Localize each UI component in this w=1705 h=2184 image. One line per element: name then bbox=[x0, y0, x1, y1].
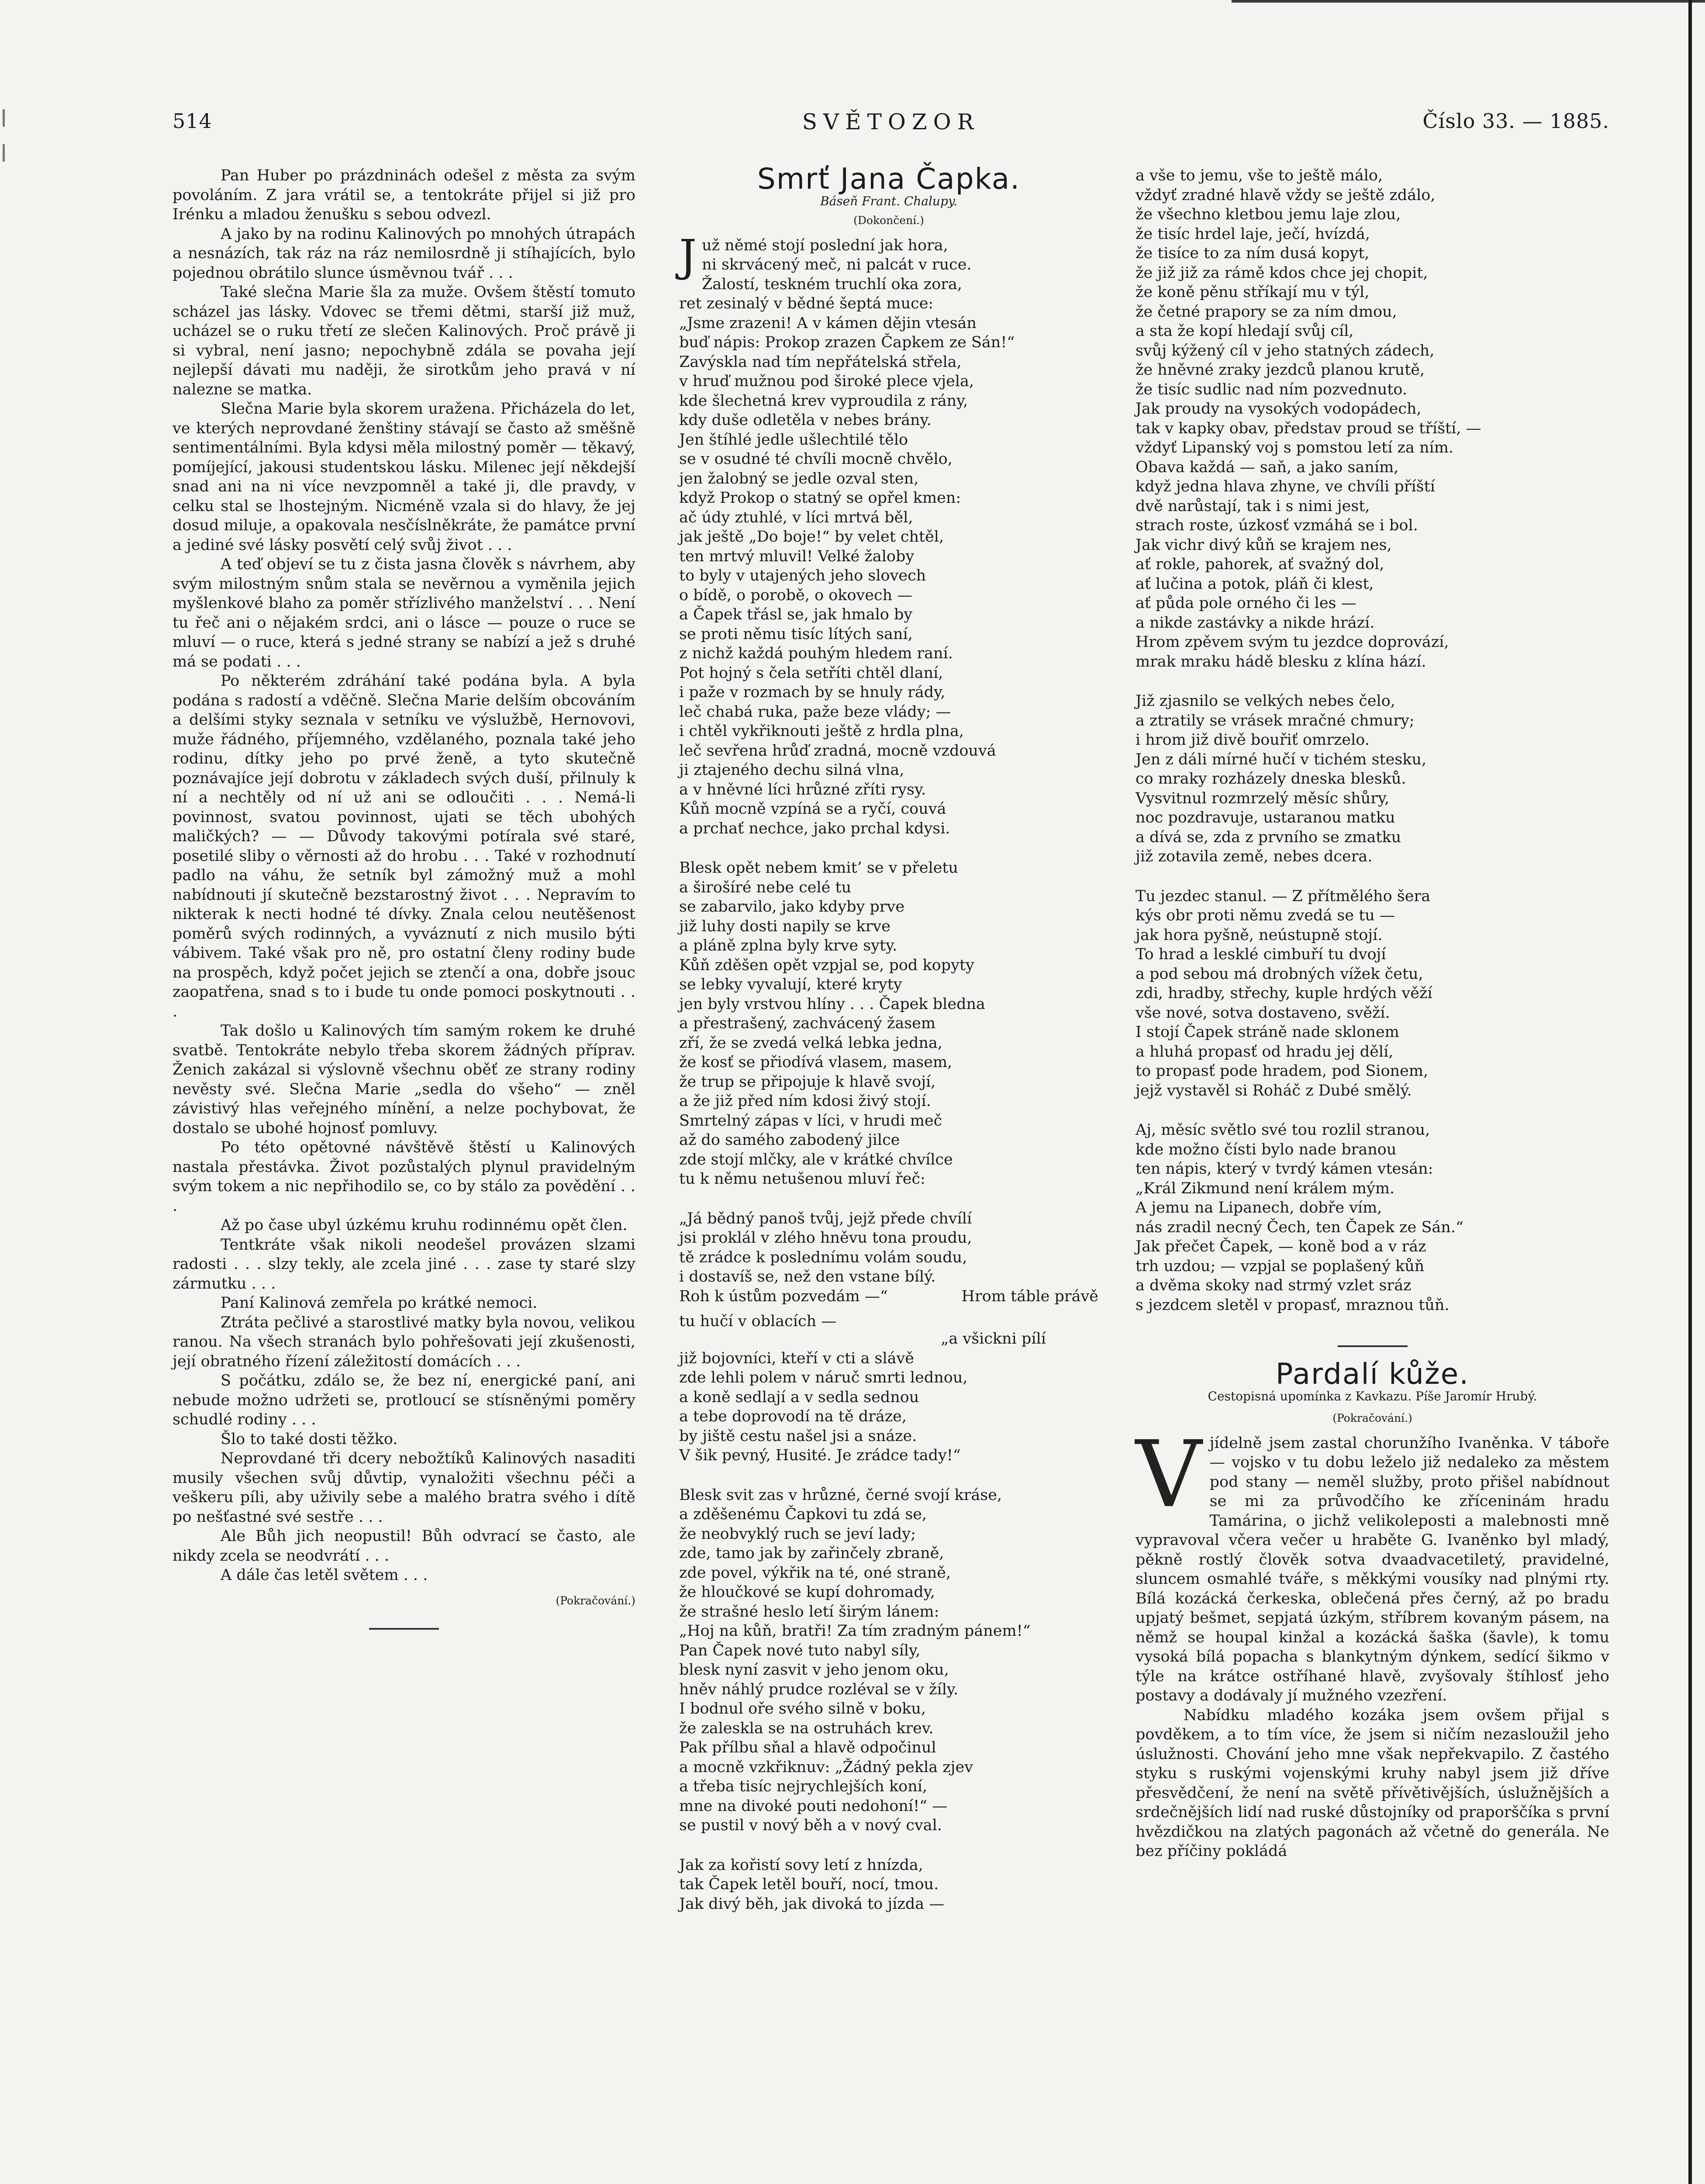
poem-line: Jak divý běh, jak divoká to jízda — bbox=[679, 1895, 945, 1913]
poem-line: kde šlechetná krev vyproudila z rány, bbox=[679, 392, 968, 410]
poem-line: z nichž každá pouhým hledem raní. bbox=[679, 645, 953, 662]
poem-line: a v hněvné líci hrůzné zříti rysy. bbox=[679, 781, 926, 798]
poem-line: ač údy ztuhlé, v líci mrtvá běl, bbox=[679, 508, 913, 526]
section-ornament bbox=[369, 1628, 439, 1630]
poem-line: se zabarvilo, jako kdyby prve bbox=[679, 898, 905, 916]
poem-line: že hloučkové se kupí dohromady, bbox=[679, 1583, 935, 1601]
poem-line: a sta že kopí hledají svůj cíl, bbox=[1136, 322, 1354, 340]
poem-line: a hluhá propasť od hradu jej dělí, bbox=[1136, 1043, 1394, 1061]
paragraph: Tak došlo u Kalinových tím samým rokem ke druhé svatbě. Tentokráte nebylo třeba skorem žádných příprav. Ženich zakázal si výslovně všechnu oběť ze strany rodiny nevěsty své. Slečna Marie „sedla do všeho“ — zněl závistivý hlas veřejného mínění, a nelze pochybovat, že dostalo se ubohé hojnosť pomluvy. bbox=[173, 1022, 635, 1137]
page-header bbox=[173, 109, 1609, 135]
poem-line: o bídě, o porobě, o okovech — bbox=[679, 586, 913, 604]
poem-line: jen byly vrstvou hlíny . . . Čapek bledna bbox=[679, 995, 985, 1013]
poem-line: noc pozdravuje, ustaranou matku bbox=[1136, 809, 1395, 826]
poem-line: jak hora pyšně, neústupně stojí. bbox=[1136, 926, 1383, 944]
paragraph: Neprovdané tři dcery nebožtíků Kalinových nasaditi musily všechen svůj důvtip, vynaložiti všechnu péči a veškeru píli, aby uživily sebe a malého bratra svého i dítě po nešťastné své sestře . . . bbox=[173, 1450, 635, 1526]
poem-line: Vysvitnul rozmrzelý měsíc shůry, bbox=[1136, 789, 1390, 807]
paragraph: A jako by na rodinu Kalinových po mnohých útrapách a nesnázích, tak ráz na ráz nemilosrdně ji stíhajících, bylo pojednou obrátilo slunce úsměvnou tvář . . . bbox=[173, 225, 635, 282]
page-number: 514 bbox=[173, 109, 212, 133]
poem-line: když jedna hlava zhyne, ve chvíli příští bbox=[1136, 478, 1435, 495]
poem-line: už němé stojí poslední jak hora, bbox=[702, 236, 948, 254]
poem-line: a nikde zastávky a nikde hrází. bbox=[1136, 614, 1375, 632]
poem-line: již luhy dosti napily se krve bbox=[679, 917, 890, 935]
poem-line: To hrad a lesklé cimbuří tu dvojí bbox=[1136, 946, 1386, 963]
poem-line: „Hoj na kůň, bratři! Za tím zradným pánem!“ bbox=[679, 1622, 1031, 1640]
poem-line: Jak za kořistí sovy letí z hnízda, bbox=[679, 1856, 923, 1874]
story-continuation bbox=[173, 166, 635, 1585]
poem-line: strach roste, úzkosť vzmáhá se i bol. bbox=[1136, 517, 1418, 534]
poem-line: že zaleskla se na ostruhách krev. bbox=[679, 1719, 934, 1737]
paragraph: Po některém zdráhání také podána byla. A byla podána s radostí a vděčně. Slečna Marie delším obcováním a delšími styky seznala v setníku ve výslužbě, Hernovovi, muže řádného, příjemného, vzdělaného, poznala také jeho rodinu, dítky jeho po prvé ženě, a tyto skutečně poznávajíce její dobrotu v základech svých duší, přilnuly k ní a nechtěly od ní už ani se odloučiti . . . Nemá-li povinnost, svatou povinnost, ujati se těch ubohých maličkých? — — Důvody takovými potírala své staré, posetilé sliby o věrnosti až do hrobu . . . Také v rozhodnutí padlo na váhu, že setník byl zámožný muž a mohl nabídnouti jí skutečně bezstarostný život . . . Nepravím to nikterak k necti hodné té dívky. Znala celou neutěšenost poměrů svých rodinných, a vyváznutí z nich musilo býti vábivem. Také však pro ně, pro ostatní členy rodiny bude na prospěch, když počet jejich se ztenčí a ona, dobře jsouc zaopatřena, snad s to i bude tu onde pomoci poskytnouti . . . bbox=[173, 672, 635, 1020]
poem-dropcap: J bbox=[679, 230, 697, 281]
poem-line: mne na divoké pouti nedohoní!“ — bbox=[679, 1797, 948, 1815]
poem-line: se v osudné té chvíli mocně chvělo, bbox=[679, 450, 953, 468]
poem-line: a koně sedlají a v sedla sednou bbox=[679, 1388, 919, 1406]
paragraph: Ztráta pečlivé a starostlivé matky byla novou, velikou ranou. Na všech stranách bylo pohřešovati její zkušenosti, její obratného řízení záležitostí domácích . . . bbox=[173, 1313, 636, 1370]
poem-line: Smrtelný zápas v líci, v hrudi meč bbox=[679, 1112, 942, 1130]
poem-line: zde povel, výkřik na té, oné straně, bbox=[679, 1564, 951, 1582]
issue-label: Číslo 33. — 1885. bbox=[1422, 109, 1609, 133]
poem-line: A jemu na Lipanech, dobře vím, bbox=[1136, 1199, 1382, 1216]
poem-line: tak v kapky obav, představ proud se tříští, — bbox=[1136, 419, 1481, 437]
poem-line: a mocně vzkřiknuv: „Žádný pekla zjev bbox=[679, 1758, 973, 1776]
poem-line: již zotavila země, nebes dcera. bbox=[1136, 848, 1373, 865]
masthead: SVĚTOZOR bbox=[802, 109, 980, 135]
poem-line: Zavýskla nad tím nepřátelská střela, bbox=[679, 353, 962, 371]
poem-line: ten mrtvý mluvil! Velké žaloby bbox=[679, 547, 915, 565]
poem-line: „Král Zikmund není králem mým. bbox=[1136, 1179, 1395, 1197]
poem-line: zde, tamo jak by zařinčely zbraně, bbox=[679, 1545, 944, 1562]
poem-line: Pot hojný s čela setříti chtěl dlaní, bbox=[679, 664, 943, 682]
poem-line: Hrom táble právě bbox=[961, 1288, 1098, 1305]
poem-line: leč sevřena hrůď zradná, mocně vzdouvá bbox=[679, 742, 996, 760]
poem-line: trh uzdou; — vzpjal se poplašený kůň bbox=[1136, 1257, 1425, 1275]
poem-stanza bbox=[679, 1312, 1098, 1331]
paragraph: Ale Bůh jich neopustil! Bůh odvrací se často, ale nikdy zcela se neodvrátí . . . bbox=[173, 1527, 635, 1565]
poem-line: a pláně zplna byly krve syty. bbox=[679, 937, 897, 954]
poem-line: Aj, měsíc světlo své tou rozlil stranou, bbox=[1136, 1121, 1430, 1139]
poem-line: a zděšenému Čapkovi tu zdá se, bbox=[679, 1506, 927, 1523]
poem-line: že trup se připojuje k hlavě svojí, bbox=[679, 1073, 936, 1091]
poem-line: ret zesinalý v bědné šeptá muce: bbox=[679, 295, 934, 312]
poem-line: Jen štíhlé jedle ušlechtilé tělo bbox=[679, 431, 908, 449]
column-left bbox=[173, 166, 635, 1647]
poem-line: Hrom zpěvem svým tu jezdce doprovází, bbox=[1136, 633, 1449, 651]
poem-line: I bodnul oře svého silně v boku, bbox=[679, 1700, 926, 1717]
poem-stanza bbox=[1136, 887, 1609, 1101]
poem-stanza bbox=[1136, 166, 1609, 671]
poem-line: jsi proklál v zlého hněvu tona proudu, bbox=[679, 1229, 972, 1247]
page-edge-right bbox=[1688, 0, 1692, 2184]
poem-line: a tebe doprovodí na tě dráze, bbox=[679, 1408, 907, 1425]
poem-line: a širošíré nebe celé tu bbox=[679, 878, 852, 896]
article-title: Pardalí kůže. bbox=[1275, 1357, 1470, 1391]
poem-stanza bbox=[679, 1856, 1098, 1914]
edge-mark bbox=[3, 109, 5, 127]
poem-line: se lebky vyvalují, které kryty bbox=[679, 976, 902, 993]
poem-stanza bbox=[1136, 691, 1609, 867]
poem-line: to byly v utajených jeho slovech bbox=[679, 567, 926, 584]
poem-byline: Báseň Frant. Chalupy. bbox=[820, 194, 957, 208]
poem-stanza bbox=[679, 230, 1098, 839]
paragraph: A teď objeví se tu z čista jasna člověk s návrhem, aby svým milostným snům stala se nevěrnou a vyměnila jejich myšlenkové blaho za poměr střízlivého manželství . . . Není tu řeč ani o nějakém srdci, ani o lásce — pouze o ruce se mluví — o ruce, která s jedné strany se nabízí a jež s druhé má se podati . . . bbox=[173, 556, 635, 670]
continued-note: (Pokračování.) bbox=[556, 1594, 635, 1607]
poem-line: Žalostí, teskném truchlí oka zora, bbox=[702, 275, 963, 293]
poem-line: Obava každá — saň, a jako saním, bbox=[1136, 458, 1399, 476]
poem-line: „a všickni pílí bbox=[941, 1330, 1046, 1348]
poem-line: že četné prapory se za ním dmou, bbox=[1136, 303, 1397, 321]
poem-line: tak Čapek letěl bouří, nocí, tmou. bbox=[679, 1876, 939, 1893]
poem-line: a dívá se, zda z prvního se zmatku bbox=[1136, 828, 1401, 846]
poem-line: nás zradil necný Čech, ten Čapek ze Sán.“ bbox=[1136, 1218, 1463, 1236]
poem-line: tě zrádce k poslednímu volám soudu, bbox=[679, 1248, 967, 1266]
paragraph: Až po čase ubyl úzkému kruhu rodinnému opět člen. bbox=[221, 1216, 628, 1234]
poem-note: (Dokončení.) bbox=[853, 214, 924, 227]
poem-line: že tisíc sudlic nad ním pozvednuto. bbox=[1136, 380, 1407, 398]
poem-line: Jak vichr divý kůň se krajem nes, bbox=[1136, 536, 1392, 554]
poem-line: tu k němu netušenou mluví řeč: bbox=[679, 1170, 925, 1188]
poem-line: ni skrvácený meč, ni palcát v ruce. bbox=[702, 256, 972, 273]
poem-line: kdy duše odletěla v nebes brány. bbox=[679, 411, 932, 429]
poem-line: a že již před ním kdosi živý stojí. bbox=[679, 1092, 931, 1110]
article-body bbox=[1136, 1420, 1609, 1861]
poem-line: že koně pěnu stříkají mu v týl, bbox=[1136, 283, 1370, 301]
poem-line: hněv náhlý prudce rozléval se v žíly. bbox=[679, 1680, 959, 1698]
poem-line: tu hučí v oblacích — bbox=[679, 1312, 837, 1330]
poem-line: Kůň mocně vzpíná se a ryčí, couvá bbox=[679, 800, 946, 818]
poem-line: vždyť Lipanský voj s pomstou letí za ním. bbox=[1136, 439, 1454, 456]
poem-line: dvě narůstají, tak i s nimi jest, bbox=[1136, 497, 1370, 515]
paragraph: Tentkráte však nikoli neodešel provázen slzami radosti . . . slzy tekly, ale zcela jiné . . . zase ty staré slzy zármutku . . . bbox=[173, 1236, 635, 1292]
paragraph: Paní Kalinová zemřela po krátké nemoci. bbox=[221, 1294, 538, 1312]
poem-line: I stojí Čapek stráně nade sklonem bbox=[1136, 1023, 1399, 1041]
poem-line: kýs obr proti němu zvedá se tu — bbox=[1136, 907, 1395, 924]
poem-line: již bojovníci, kteří v cti a slávě bbox=[679, 1349, 914, 1367]
poem-line: mrak mraku hádě blesku z klína hází. bbox=[1136, 653, 1426, 670]
poem-line: že strašné heslo letí širým lánem: bbox=[679, 1603, 939, 1621]
poem-line: „Já bědný panoš tvůj, jejž přede chvílí bbox=[679, 1209, 972, 1227]
paragraph: Slečna Marie byla skorem uražena. Přicházela do let, ve kterých neprovdané ženštiny stávají se často až směšně sentimentálními. Byla kdysi měla milostný poměr — těkavý, pomíjející, jakousi studentskou lásku. Milenec její někdejší snad ani na ni více nevzpomněl a také ji, dle pravdy, v celku stal se lhostejným. Nicméně vzala si do hlavy, že jej dosud miluje, a opakovala nesčíslněkráte, že památce první a jediné své lásky posvětí celý svůj život . . . bbox=[173, 400, 635, 554]
poem-line: leč chabá ruka, paže beze vlády; — bbox=[679, 703, 951, 721]
poem-stanza bbox=[1136, 1120, 1609, 1315]
poem-line: V šik pevný, Husité. Je zrádce tady!“ bbox=[679, 1447, 961, 1464]
paragraph: S počátku, zdálo se, že bez ní, energické paní, ani nebude možno udržeti se, protloucí se stísněnými poměry schudlé rodiny . . . bbox=[173, 1372, 635, 1428]
poem-line: ať půda pole orného či les — bbox=[1136, 594, 1356, 612]
article-note: (Pokračování.) bbox=[1332, 1412, 1412, 1424]
poem-line: s jezdcem sletěl v propasť, mraznou tůň. bbox=[1136, 1296, 1450, 1314]
page-edge-top bbox=[1232, 0, 1705, 3]
poem-line: to propasť pode hradem, pod Sionem, bbox=[1136, 1062, 1429, 1080]
poem-line: Již zjasnilo se velkých nebes čelo, bbox=[1136, 692, 1395, 710]
poem-stanza bbox=[679, 858, 1098, 1189]
poem-line: v hruď mužnou pod široké plece vjela, bbox=[679, 373, 974, 390]
poem-line: a prchať nechce, jako prchal kdysi. bbox=[679, 819, 950, 837]
paragraph: Pan Huber po prázdninách odešel z města za svým povoláním. Z jara vrátil se, a tentokráte přijel si již pro Irénku a mladou ženušku s sebou odvezl. bbox=[173, 167, 635, 223]
poem-line: a třeba tisíc nejrychlejších koní, bbox=[679, 1778, 928, 1795]
poem-line: že tisíc hrdel laje, ječí, hvízdá, bbox=[1136, 225, 1370, 243]
paragraph: A dále čas letěl světem . . . bbox=[221, 1566, 428, 1584]
paragraph: Také slečna Marie šla za muže. Ovšem štěstí tomuto scházel jas lásky. Vdovec se třemi dětmi, starší již muž, ucházel se o ruku třetí ze slečen Kalinových. Proč právě ji si vybral, není jasno; nepochybně zdála se povaha její nejlepší dávati mu naději, že sirotkům jeho pravá v ní nalezne se matka. bbox=[173, 283, 635, 398]
poem-line: jen žalobný se jedle ozval sten, bbox=[679, 470, 919, 487]
poem-line: blesk nyní zasvit v jeho jenom oku, bbox=[679, 1661, 949, 1679]
poem-line: Tu jezdec stanul. — Z přítmělého šera bbox=[1136, 887, 1431, 905]
poem-line: ten nápis, který v tvrdý kámen vtesán: bbox=[1136, 1160, 1433, 1178]
column-right bbox=[1136, 166, 1609, 1861]
poem-line: buď nápis: Prokop zrazen Čapkem ze Sán!“ bbox=[679, 334, 1015, 351]
paragraph: Šlo to také dosti těžko. bbox=[221, 1430, 398, 1448]
poem-title: Smrť Jana Čapka. bbox=[757, 162, 1021, 196]
poem-line: Pan Čapek nové tuto nabyl síly, bbox=[679, 1641, 921, 1659]
poem-line: by jiště cestu našel jsi a snáze. bbox=[679, 1427, 917, 1445]
poem-line: i dostavíš se, než den vstane bílý. bbox=[679, 1268, 936, 1286]
poem-line: Roh k ústům pozvedám —“ bbox=[679, 1287, 888, 1305]
poem-line: Kůň zděšen opět vzpjal se, pod kopyty bbox=[679, 956, 974, 974]
poem-line: svůj kýžený cíl v jeho statných zádech, bbox=[1136, 342, 1435, 359]
poem-line: kde možno čísti bylo nade branou bbox=[1136, 1140, 1397, 1158]
poem-stanza bbox=[679, 1349, 1098, 1465]
poem-line: že kosť se přiodívá vlasem, masem, bbox=[679, 1054, 953, 1071]
poem-line: Blesk opět nebem kmit’ se v přeletu bbox=[679, 859, 958, 877]
poem-stanza bbox=[679, 1486, 1098, 1835]
paragraph: Po této opětovné návštěvě štěstí u Kalinových nastala přestávka. Život pozůstalých plynul pravidelným svým tokem a nic nepřihodilo se, co by stálo za povědění . . . bbox=[173, 1139, 635, 1215]
poem-line: zde lehli polem v náruč smrti lednou, bbox=[679, 1369, 968, 1386]
poem-line: Jak proudy na vysokých vodopádech, bbox=[1136, 400, 1422, 418]
article-dropcap: V bbox=[1136, 1420, 1202, 1528]
section-ornament bbox=[1338, 1345, 1408, 1347]
poem-line: a Čapek třásl se, jak hmalo by bbox=[679, 606, 913, 623]
poem-line: že všechno kletbou jemu laje zlou, bbox=[1136, 206, 1401, 223]
poem-line: jak ještě „Do boje!“ by velet chtěl, bbox=[679, 528, 944, 546]
poem-line: vždyť zradné hlavě vždy se ještě zdálo, bbox=[1136, 186, 1436, 204]
poem-line: a ztratily se vrásek mračné chmury; bbox=[1136, 712, 1415, 729]
poem-line: a dvěma skoky nad strmý vzlet sráz bbox=[1136, 1277, 1412, 1294]
poem-line: že již již za rámě kdos chce jej chopit, bbox=[1136, 264, 1428, 282]
poem-line: ať rokle, pahorek, ať svažný dol, bbox=[1136, 556, 1384, 573]
poem-line: se pustil v nový běh a v nový cval. bbox=[679, 1817, 942, 1834]
poem-line: Blesk svit zas v hrůzné, černé svojí kráse, bbox=[679, 1486, 1002, 1504]
poem-line: i hrom již divě bouřiť omrzelo. bbox=[1136, 731, 1370, 749]
poem-line: že neobvyklý ruch se jeví lady; bbox=[679, 1525, 916, 1543]
poem-line: a vše to jemu, vše to ještě málo, bbox=[1136, 167, 1383, 184]
poem-line: zří, že se zvedá velká lebka jedna, bbox=[679, 1034, 942, 1052]
paragraph: jídelně jsem zastal chorunžího Ivaněnka. V táboře — vojsko v tu dobu leželo již nedaleko za městem pod stany — neměl služby, proto přišel nabídnout se mi za průvodčího ke zříceninám hradu Tamárina, o jichž velikoleposti a malebnosti mně vypravoval včera večer u hraběte G. Ivaněnko byl mladý, pěkně rostlý člověk sotva dvaadvacetiletý, pravidelné, sluncem osmahlé tváře, s měkkými vousíky nad plnými rty. Bílá kozácká čerkeska, oblečená přes černý, až po bradu upjatý bešmet, sepjatá úzkým, stříbrem kovaným pásem, na němž se houpal kinžal a kozácká šaška (šavle), k tomu vysoká bílá popacha s blankytným dýnkem, sedící šikmo v týle na krátce ostříhané hlavě, zvyšovaly štíhlosť jeho postavy a dodávaly jí mužného vzezření. bbox=[1136, 1434, 1609, 1704]
poem-line: a přestrašený, zachvácený žasem bbox=[679, 1015, 936, 1032]
article-byline: Cestopisná upomínka z Kavkazu. Píše Jaromír Hrubý. bbox=[1208, 1389, 1537, 1403]
poem-line: vše nové, sotva dostaveno, svěží. bbox=[1136, 1004, 1390, 1022]
poem-line: Jak přečet Čapek, — koně bod a v ráz bbox=[1136, 1238, 1426, 1255]
poem-line: ji ztajeného dechu silná vlna, bbox=[679, 761, 904, 779]
poem-line: Pak přílbu sňal a hlavě odpočinul bbox=[679, 1739, 936, 1756]
poem-line: se proti němu tisíc lítých saní, bbox=[679, 625, 913, 643]
poem-line: když Prokop o statný se opřel kmen: bbox=[679, 489, 961, 507]
poem-line: ať lučina a potok, pláň či klest, bbox=[1136, 575, 1374, 593]
poem-line: zdi, hradby, střechy, kuple hrdých věží bbox=[1136, 985, 1432, 1002]
poem-line: že hněvné zraky jezdců planou krutě, bbox=[1136, 361, 1425, 379]
poem-line: jejž vystavěl si Roháč z Dubé smělý. bbox=[1136, 1082, 1412, 1099]
poem-line: i chtěl vykřiknouti ještě z hrdla plna, bbox=[679, 722, 964, 740]
poem-line: zde stojí mlčky, ale v krátké chvílce bbox=[679, 1151, 953, 1168]
column-middle bbox=[679, 162, 1098, 1914]
poem-line: i paže v rozmach by se hnuly rády, bbox=[679, 684, 946, 701]
poem-line: co mraky rozházely dneska blesků. bbox=[1136, 770, 1406, 788]
paragraph: Nabídku mladého kozáka jsem ovšem přijal s povděkem, a to tím více, že jsem si ničím nezasloužil jeho úslužnosti. Chování jeho mne však nepřekvapilo. Z častého styku s ruskými vojenskými kruhy nabyl jsem již dříve přesvědčení, že není na světě přívětivějších, úslužnějších a srdečnějších lidí nad ruské důstojníky od praporščíka s první hvězdičkou na zlatých pagonách až včetně do generála. Ne bez příčiny pokládá bbox=[1136, 1706, 1609, 1860]
poem-line: až do samého zabodený jilce bbox=[679, 1131, 900, 1149]
poem-line: a pod sebou má drobných vížek četu, bbox=[1136, 965, 1423, 983]
poem-body bbox=[679, 230, 1098, 1914]
poem-line: „Jsme zrazeni! A v kámen dějin vtesán bbox=[679, 314, 977, 332]
poem-line: že tisíce to za ním dusá kopyt, bbox=[1136, 245, 1370, 262]
edge-mark bbox=[3, 144, 5, 162]
poem-line: Jen z dáli mírné hučí v tichém stesku, bbox=[1136, 750, 1427, 768]
